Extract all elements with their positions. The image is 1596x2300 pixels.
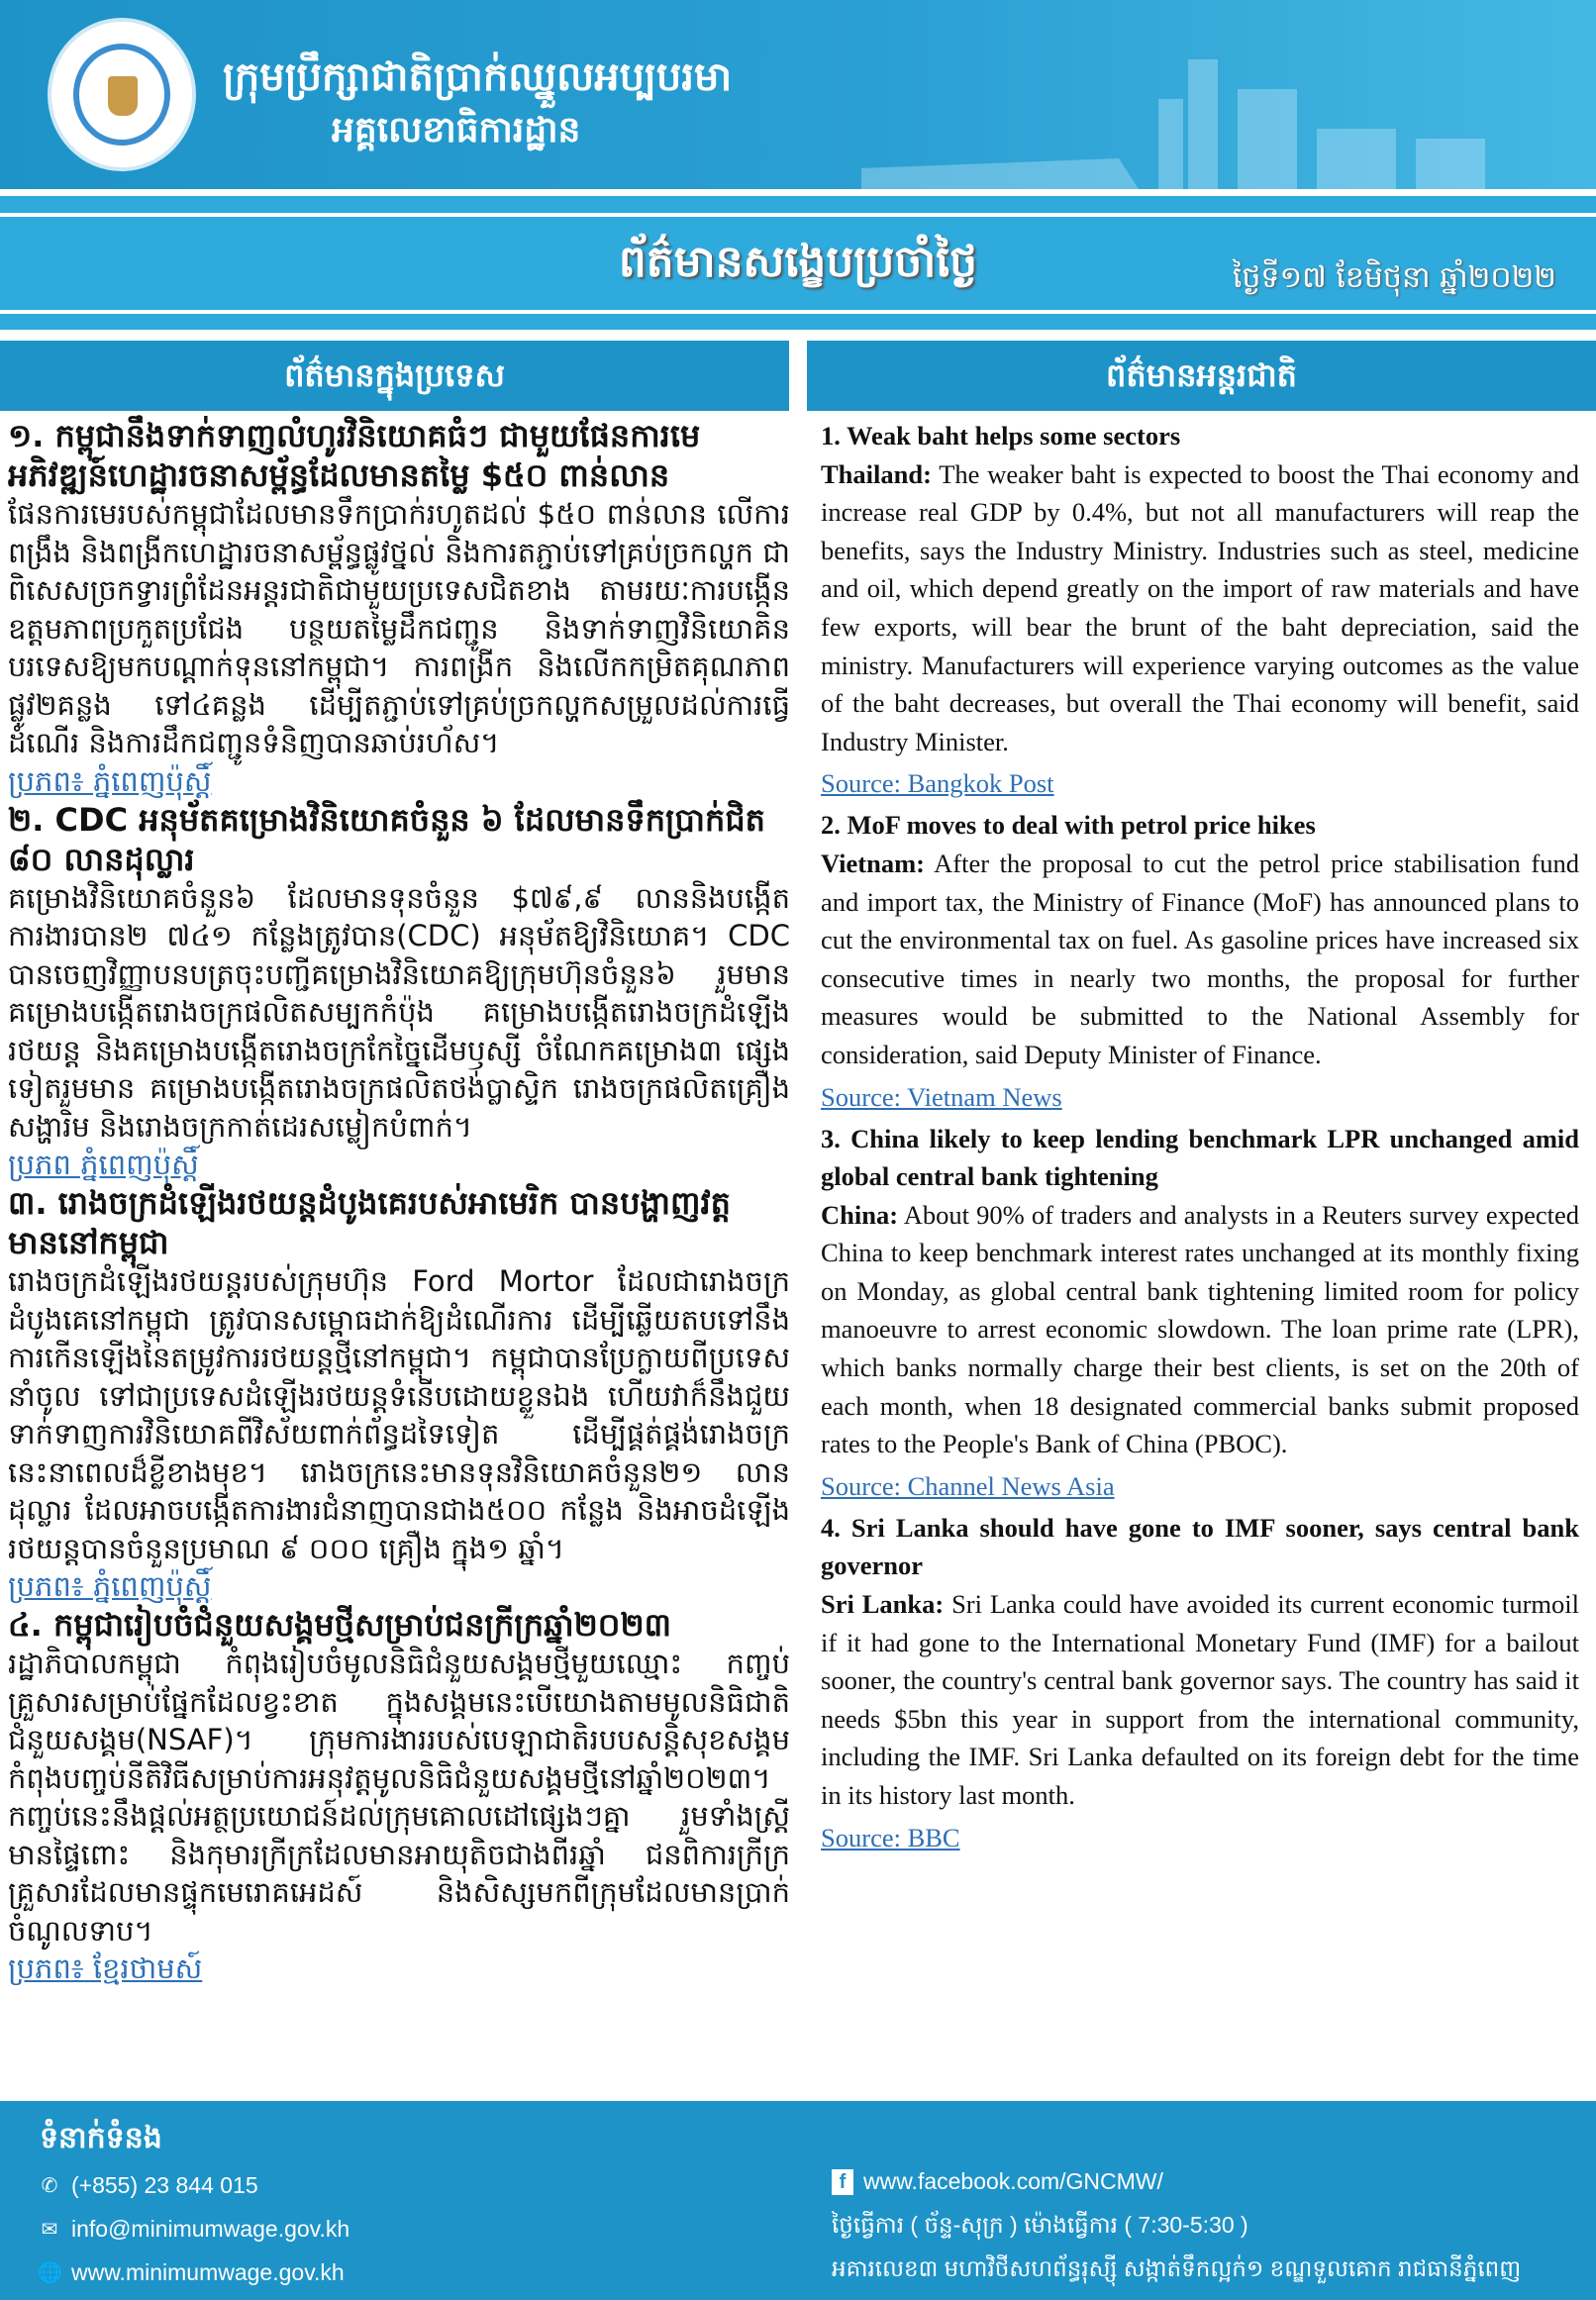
facebook-link[interactable]: www.facebook.com/GNCMW/ xyxy=(863,2168,1163,2194)
contact-heading: ទំនាក់ទំនង xyxy=(40,2122,162,2154)
news-item xyxy=(821,1120,1579,1505)
contact-website[interactable]: www.minimumwage.gov.kh xyxy=(71,2259,345,2285)
organization-logo xyxy=(48,18,196,171)
news-body: គម្រោងវិនិយោគចំនួន៦ ដែលមានទុនចំនួន $៧៩,៩ លាននិងបង្កើតការងារបាន២ ៧៤១ កន្លែងត្រូវបាន(CDC) អនុម័តឱ្យវិនិយោគ។ CDC បានចេញវិញ្ញាបនបត្រចុះបញ្ជីគម្រោងវិនិយោគឱ្យក្រុមហ៊ុនចំនួន៦ រួមមាន គម្រោងបង្កើតរោងចក្រផលិតសម្បកកំប៉ុង គម្រោងបង្កើតរោងចក្រដំឡើងរថយន្ត និងគម្រោងបង្កើតរោងចក្រកែច្នៃដើមឫស្សី ចំណែកគម្រោង៣ ផ្សេងទៀតរួមមាន គម្រោងបង្កើតរោងចក្រផលិតថង់ប្លាស្ទិក រោងចក្រផលិតគ្រឿងសង្ហារិម និងរោងចក្រកាត់ដេរសម្លៀកបំពាក់។ xyxy=(8,880,790,1144)
footer xyxy=(0,2101,1596,2300)
divider-bar xyxy=(0,196,1596,213)
source-link[interactable]: Source: BBC xyxy=(821,1822,960,1852)
news-item xyxy=(821,1509,1579,1856)
globe-icon: 🌐 xyxy=(38,2261,62,2284)
news-item xyxy=(8,416,790,800)
contact-phone[interactable]: (+855) 23 844 015 xyxy=(71,2172,258,2198)
news-item xyxy=(8,1183,790,1605)
news-item xyxy=(821,417,1579,802)
news-body: The weaker baht is expected to boost the Thai economy and increase real GDP by 0.4%, but not all manufacturers will reap the benefits, says the Industry Ministry. Industries such as steel, medicine and oil, which depend greatly on the import of raw materials and have few exports, will bear the brunt of the baht depreciation, said the ministry. Manufacturers will experience varying outcomes as the value of the baht decreases, but overall the Thai economy will benefit, said Industry Minister. xyxy=(821,458,1579,756)
source-link[interactable]: ប្រភព៖ ភ្នំពេញប៉ុស្តិ៍ xyxy=(8,1569,212,1603)
working-hours: ថ្ងៃធ្វើការ ( ច័ន្ទ-សុក្រ ) ម៉ោងធ្វើការ ( 7:30-5:30 ) xyxy=(832,2212,1248,2238)
contact-email[interactable]: info@minimumwage.gov.kh xyxy=(71,2216,350,2242)
news-body: ផែនការមេរបស់កម្ពុជាដែលមានទឹកប្រាក់រហូតដល់ $៥០ ពាន់លាន លើការពង្រឹង និងពង្រីកហេដ្ឋារចនាសម្ព័ន្ធផ្លូវថ្នល់ និងការតភ្ជាប់ទៅគ្រប់ច្រកល្ហក ជាពិសេសច្រកទ្វារព្រំដែនអន្តរជាតិជាមួយប្រទេសជិតខាង តាមរយៈការបង្កើនឧត្តមភាពប្រកួតប្រជែង បន្ថយតម្លៃដឹកជញ្ជូន និងទាក់ទាញវិនិយោគិនបរទេសឱ្យមកបណ្តាក់ទុននៅកម្ពុជា។ ការពង្រីក និងលើកកម្រិតគុណភាពផ្លូវ២គន្លង ទៅ៤គន្លង ដើម្បីតភ្ជាប់ទៅគ្រប់ច្រកល្ហកសម្រួលដល់ការធ្វើដំណើរ និងការដឹកជញ្ជូនទំនិញបានឆាប់រហ័ស។ xyxy=(8,497,790,759)
title-bar xyxy=(0,217,1596,310)
news-title: 2. MoF moves to deal with petrol price hikes xyxy=(821,810,1316,841)
news-body: រោងចក្រដំឡើងរថយន្តរបស់ក្រុមហ៊ុន Ford Mortor ដែលជារោងចក្រដំបូងគេនៅកម្ពុជា ត្រូវបានសម្ពោធដាក់ឱ្យដំណើរការ ដើម្បីឆ្លើយតបទៅនឹងការកើនឡើងនៃតម្រូវការរថយន្តថ្មីនៅកម្ពុជា។ កម្ពុជាបានប្រែក្លាយពីប្រទេសនាំចូល ទៅជាប្រទេសដំឡើងរថយន្តទំនើបដោយខ្លួនឯង ហើយវាក៏នឹងជួយទាក់ទាញការវិនិយោគពីវិស័យពាក់ព័ន្ធដទៃទៀត ដើម្បីផ្គត់ផ្គង់រោងចក្រនេះនាពេលដ៏ខ្លីខាងមុខ។ រោងចក្រនេះមានទុនវិនិយោគចំនួន២១ លានដុល្លារ ដែលអាចបង្កើតការងារជំនាញបានជាង៥០០ កន្លែង និងអាចដំឡើងរថយន្តបានចំនួនប្រមាណ ៩ ០០០ គ្រឿង ក្នុង១ ឆ្នាំ។ xyxy=(8,1264,790,1565)
international-news-heading: ព័ត៌មានអន្តរជាតិ xyxy=(807,341,1596,411)
header-banner xyxy=(0,0,1596,189)
news-title: 3. China likely to keep lending benchmark LPR unchanged amid global central bank tightening xyxy=(821,1123,1579,1192)
news-title: 1. Weak baht helps some sectors xyxy=(821,421,1181,450)
news-title: ១. កម្ពុជានឹងទាក់ទាញលំហូរវិនិយោគធំៗ ជាមួយផែនការមេអភិវឌ្ឍន៍ហេដ្ឋារចនាសម្ព័ន្ធដែលមានតម្លៃ $៥០ ពាន់លាន xyxy=(8,417,701,494)
skyline-illustration xyxy=(861,40,1554,189)
news-country: Thailand: xyxy=(821,458,932,489)
news-body: Sri Lanka could have avoided its current economic turmoil if it had gone to the International Monetary Fund (IMF) for a bailout sooner, the country's central bank governor says. The country has said it needs $5bn this year in support from the international community, including the IMF. Sri Lanka defaulted on its foreign debt for the time in its history last month. xyxy=(821,1589,1579,1810)
news-title: 4. Sri Lanka should have gone to IMF sooner, says central bank governor xyxy=(821,1512,1579,1581)
news-title: ៤. កម្ពុជារៀបចំជំនួយសង្គមថ្មីសម្រាប់ជនក្រីក្រឆ្នាំ២០២៣ xyxy=(8,1606,672,1644)
publication-date: ថ្ងៃទី១៧ ខែមិថុនា ឆ្នាំ២០២២ xyxy=(1232,260,1556,295)
news-country: Sri Lanka: xyxy=(821,1589,945,1620)
organization-subtitle: អគ្គលេខាធិការដ្ឋាន xyxy=(332,110,581,150)
source-link[interactable]: ប្រភព៖ ភ្នំពេញប៉ុស្តិ៍ xyxy=(8,763,212,798)
news-item xyxy=(8,800,790,1184)
page-title: ព័ត៌មានសង្ខេបប្រចាំថ្ងៃ xyxy=(618,237,978,287)
news-item xyxy=(821,806,1579,1115)
news-item xyxy=(8,1605,790,1987)
source-link[interactable]: Source: Bangkok Post xyxy=(821,768,1054,799)
international-news-column xyxy=(821,413,1579,1859)
news-body: រដ្ឋាភិបាលកម្ពុជា កំពុងរៀបចំមូលនិធិជំនួយសង្គមថ្មីមួយឈ្មោះ កញ្ចប់គ្រួសារសម្រាប់ផ្នែកដែលខ្វះខាត ក្នុងសង្គមនេះបើយោងតាមមូលនិធិជាតិជំនួយសង្គម(NSAF)។ ក្រុមការងាររបស់បេឡាជាតិរបបសន្តិសុខសង្គម កំពុងបញ្ចប់នីតិវិធីសម្រាប់ការអនុវត្តមូលនិធិជំនួយសង្គមថ្មីនៅឆ្នាំ២០២៣។ កញ្ចប់នេះនឹងផ្តល់អត្ថប្រយោជន៍ដល់ក្រុមគោលដៅផ្សេងៗគ្នា រួមទាំងស្ត្រីមានផ្ទៃពោះ និងកុមារក្រីក្រដែលមានអាយុតិចជាងពីរឆ្នាំ ជនពិការក្រីក្រ គ្រួសារដែលមានផ្ទុកមេរោគអេដស៍ និងសិស្សមកពីក្រុមដែលមានប្រាក់ចំណូលទាប។ xyxy=(8,1647,790,1948)
mail-icon: ✉ xyxy=(41,2218,58,2241)
news-title: ២. CDC អនុម័តគម្រោងវិនិយោគចំនួន ៦ ដែលមានទឹកប្រាក់ជិត ៨០ លានដុល្លារ xyxy=(8,800,765,878)
facebook-icon: f xyxy=(832,2169,853,2195)
news-title: ៣. រោងចក្រដំឡើងរថយន្តដំបូងគេរបស់អាមេរិក បានបង្ហាញវត្តមាននៅកម្ពុជា xyxy=(8,1184,731,1261)
office-address: អគារលេខ៣ មហាវិថីសហព័ន្ធរុស្ស៊ី សង្កាត់ទឹកល្អក់១ ខណ្ឌទួលគោក រាជធានីភ្នំពេញ xyxy=(832,2255,1522,2281)
domestic-news-heading: ព័ត៌មានក្នុងប្រទេស xyxy=(0,341,789,411)
news-body: About 90% of traders and analysts in a Reuters survey expected China to keep benchmark interest rates unchanged at its monthly fixing on Monday, as global central bank tightening limited room for policy manoeuvre to arrest economic slowdown. The loan prime rate (LPR), which banks normally charge their best clients, is set on the 20th of each month, when 18 designated commercial banks submit proposed rates to the People's Bank of China (PBOC). xyxy=(821,1199,1579,1459)
organization-name: ក្រុមប្រឹក្សាជាតិប្រាក់ឈ្នួលអប្បបរមា xyxy=(223,54,733,100)
phone-icon: ✆ xyxy=(41,2174,58,2197)
source-link[interactable]: ប្រភព ភ្នំពេញប៉ុស្តិ៍ xyxy=(8,1148,199,1181)
domestic-news-column xyxy=(8,416,790,1987)
source-link[interactable]: ប្រភព៖ ខ្មែរថាមស៍ xyxy=(8,1951,203,1985)
news-country: China: xyxy=(821,1199,899,1230)
divider-bar xyxy=(0,314,1596,330)
source-link[interactable]: Source: Channel News Asia xyxy=(821,1470,1115,1501)
news-country: Vietnam: xyxy=(821,848,925,878)
source-link[interactable]: Source: Vietnam News xyxy=(821,1081,1062,1112)
news-body: After the proposal to cut the petrol price stabilisation fund and import tax, the Ministry of Finance (MoF) has announced plans to cut the environmental tax on fuel. As gasoline prices have increased six consecutive times in nearly two months, the proposal for further measures would be submitted to the National Assembly for consideration, said Deputy Minister of Finance. xyxy=(821,848,1579,1069)
